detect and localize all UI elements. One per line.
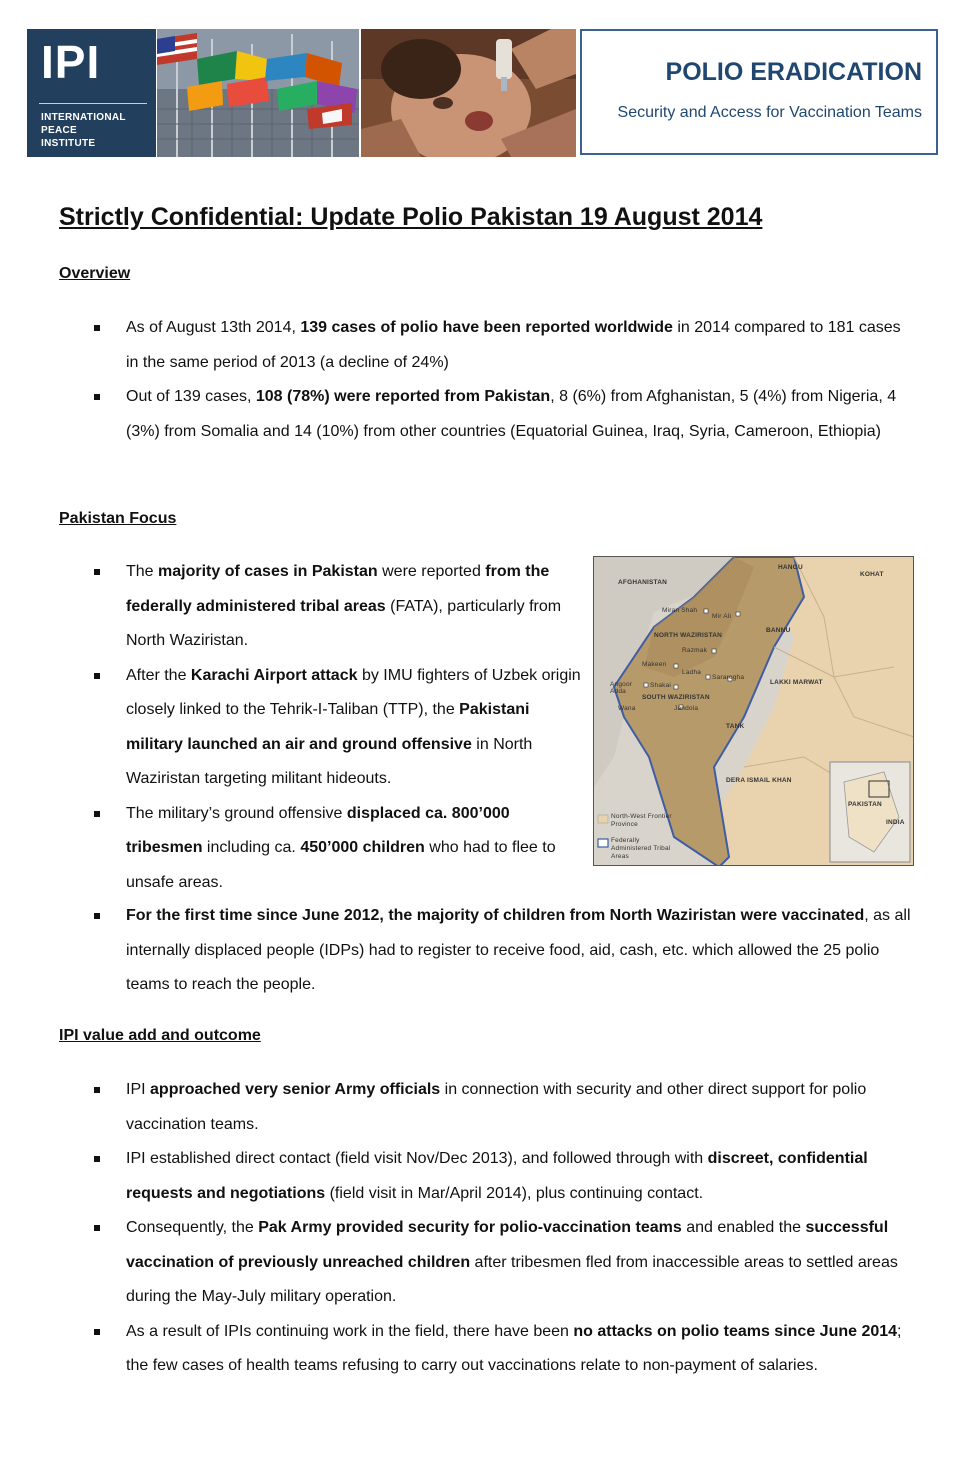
- map-label: DERA ISMAIL KHAN: [726, 777, 792, 784]
- logo-divider: [39, 103, 147, 104]
- pakistan-list-wide: [92, 899, 912, 1003]
- map-label: LAKKI MARWAT: [770, 679, 823, 686]
- map-legend-nwfp: North-West Frontier Province: [611, 813, 672, 828]
- list-item: The military’s ground offensive displaced ca. 800’000 tribesmen including ca. 450’000 children who had to flee to unsafe areas.: [92, 797, 582, 901]
- ipi-logo: [27, 29, 156, 157]
- map-label: Sararogha: [712, 674, 745, 681]
- map-label: BANNU: [766, 627, 791, 634]
- map-label: KOHAT: [860, 571, 884, 578]
- map-label: AFGHANISTAN: [618, 579, 668, 586]
- map-label: Jandola: [674, 705, 699, 712]
- logo-institution: INTERNATIONAL PEACE INSTITUTE: [41, 112, 126, 149]
- list-item: For the first time since June 2012, the majority of children from North Waziristan were vaccinated, as all internally displaced people (IDPs) had to register to receive food, aid, cash, etc. which allowed the 25 polio teams to reach the people.: [92, 899, 912, 1003]
- map-legend-fata: Federally Administered Tribal Areas: [611, 837, 671, 860]
- map-label: Ladha: [682, 669, 702, 676]
- map-label: Wana: [618, 705, 636, 712]
- document-header: [27, 27, 939, 158]
- ipi-heading: IPI value add and outcome: [59, 1027, 261, 1044]
- pakistan-list: [92, 555, 582, 900]
- overview-list: [92, 311, 912, 449]
- list-item: IPI approached very senior Army officials in connection with security and other direct support for polio vaccination teams.: [92, 1073, 912, 1142]
- list-item: Consequently, the Pak Army provided security for polio-vaccination teams and enabled the successful vaccination of previously unreached children after tribesmen fled from inaccessible areas to settled areas during the May-July military operation.: [92, 1211, 912, 1315]
- banner-title: POLIO ERADICATION: [665, 58, 922, 86]
- map-label: SOUTH WAZIRISTAN: [642, 694, 710, 701]
- map-label: NORTH WAZIRISTAN: [654, 632, 723, 639]
- map-label: Shakai: [650, 682, 672, 689]
- overview-heading: Overview: [59, 265, 131, 282]
- map-label: TANK: [726, 723, 745, 730]
- list-item: The majority of cases in Pakistan were reported from the federally administered tribal areas (FATA), particularly from North Waziristan.: [92, 555, 582, 659]
- list-item: As a result of IPIs continuing work in the field, there have been no attacks on polio teams since June 2014; the few cases of health teams refusing to carry out vaccinations relate to non-payment of salaries.: [92, 1315, 912, 1384]
- map-label: Mir Ali: [712, 613, 732, 620]
- banner-subtitle: Security and Access for Vaccination Teams: [617, 104, 922, 121]
- map-label: HANGU: [778, 564, 803, 571]
- page-title: Strictly Confidential: Update Polio Pakistan 19 August 2014: [59, 203, 763, 231]
- program-banner: [580, 29, 938, 155]
- pakistan-heading: Pakistan Focus: [59, 510, 177, 527]
- vaccination-photo: [361, 29, 576, 157]
- map-label: Miran Shah: [662, 607, 698, 614]
- list-item: Out of 139 cases, 108 (78%) were reported from Pakistan, 8 (6%) from Afghanistan, 5 (4%) from Nigeria, 4 (3%) from Somalia and 14 (10%) from other countries (Equatorial Guinea, Iraq, Syria, Cameroon, Ethiopia): [92, 380, 912, 449]
- ipi-list: [92, 1073, 912, 1384]
- logo-text: IPI: [41, 36, 101, 88]
- flags-photo: [157, 29, 359, 157]
- map-label: PAKISTAN: [848, 801, 882, 808]
- map-label: Razmak: [682, 647, 708, 654]
- list-item: IPI established direct contact (field visit Nov/Dec 2013), and followed through with discreet, confidential requests and negotiations (field visit in Mar/April 2014), plus continuing contact.: [92, 1142, 912, 1211]
- list-item: As of August 13th 2014, 139 cases of polio have been reported worldwide in 2014 compared to 181 cases in the same period of 2013 (a decline of 24%): [92, 311, 912, 380]
- map-label: Angoor Adda: [610, 681, 633, 695]
- waziristan-map: [593, 556, 914, 866]
- list-item: After the Karachi Airport attack by IMU fighters of Uzbek origin closely linked to the Tehrik-I-Taliban (TTP), the Pakistani military launched an air and ground offensive in North Waziristan targeting militant hideouts.: [92, 659, 582, 797]
- map-label: INDIA: [886, 819, 905, 826]
- map-label: Makeen: [642, 661, 667, 668]
